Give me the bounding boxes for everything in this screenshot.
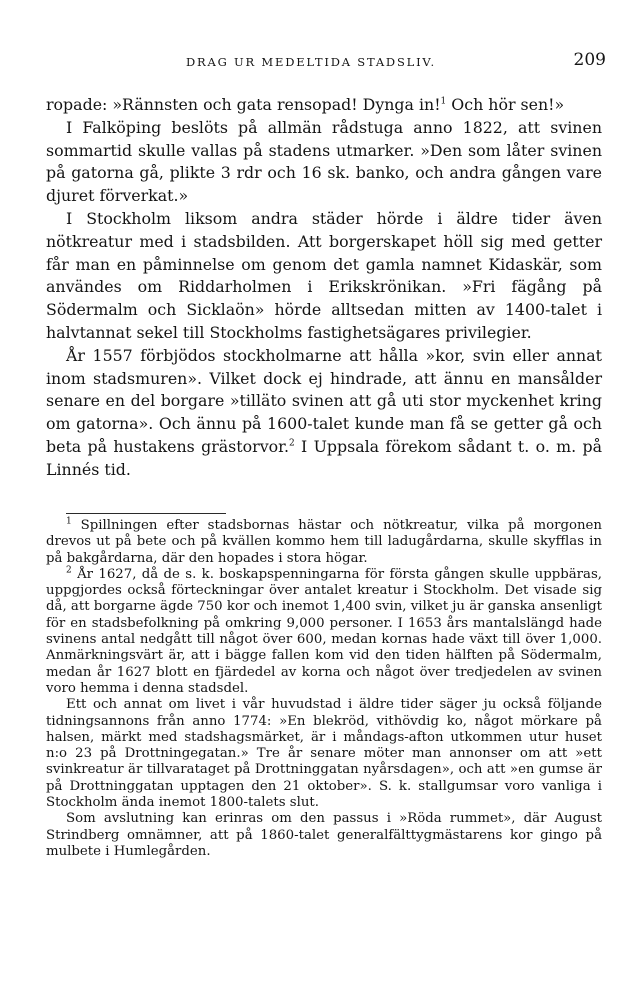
paragraph-1 [46,94,602,117]
footnote-1-mark: 1 [66,516,72,527]
running-head: DRAG UR MEDELTIDA STADSLIV. [186,55,436,69]
footnotes [46,518,602,860]
footnote-1-text: Spillningen efter stadsbornas hästar och nötkreatur, vilka på morgonen drevos ut på bete och på kvällen kommo hem till ladugårdarna, skulle skyfflas in på bakgårdarna, där den hopades i stora högar. [46,518,602,566]
footnote-2-closing: Som avslutning kan erinras om den passus i »Röda rummet», där August Strindberg omnämner, att på 1860-talet generalfälttygmästarens kor gingo på mulbete i Humlegården. [46,811,602,859]
paragraph-2: I Falköping beslöts på allmän rådstuga anno 1822, att svinen sommartid skulle vallas på stadens utmarker. »Den som låter svinen på gatorna gå, plikte 3 rdr och 16 sk. banko, och andra gången vare djuret förverkat.» [46,117,602,206]
footnote-2-mark: 2 [66,565,72,576]
footnote-2-text: År 1627, då de s. k. boskapspenningarna för första gången skulle uppbäras, uppgjordes också förteckningar över antalet kreatur i Stockholm. Det visade sig då, att borgarne ägde 750 kor och inemot 1,400 svin, vilket ju är ganska ansenligt för en stadsbefolkning på omkring 9,000 personer. I 1653 års mantalslängd hade svinens antal nedgått till något över 600, medan kornas hade växt till över 1,000. Anmärkningsvärt är, att i bägge fallen kom vid den tiden hälften på Södermalm, medan år 1627 blott en fjärdedel av korna och något över tredjedelen av svinen voro hemma i denna stadsdel. [46,566,602,696]
footnote-2-continued: Ett och annat om livet i vår huvudstad i äldre tider säger ju också följande tidningsannons från anno 1774: »En blekröd, vithövdig ko, något mörkare på halsen, märkt med stadshagsmärket, är i måndags-afton utkommen utur huset n:o 23 på Drottningegatan.» Tre år senare möter man annonser om att »ett svinkreatur är tillvarataget på Drottninggatan nyårsdagen», och att »en gumse är på Drottninggatan upptagen den 21 oktober». S. k. stallgumsar voro vanliga i Stockholm ända inemot 1800-talets slut. [46,697,602,811]
main-text [46,94,602,482]
footnote-ref-1: 1 [440,96,447,107]
paragraph-4 [46,345,602,482]
footnote-2 [46,567,602,697]
paragraph-4-text: År 1557 förbjödos stockholmarne att hålla »kor, svin eller annat inom stadsmuren». Vilket dock ej hindrade, att ännu en mansålder senare en del borgare »tilläto svinen att gå uti stor myckenhet kring om gatorna». Och ännu på 1600-talet kunde man få se getter gå och beta på hustakens grästorvor. [46,345,602,456]
page-number: 209 [573,50,606,70]
paragraph-1-text: ropade: »Rännsten och gata rensopad! Dynga in! [46,95,441,114]
paragraph-4-text-end: I Uppsala förekom sådant t. o. m. på Linnés tid. [46,436,602,479]
paragraph-1-text-end: Och hör sen!» [446,95,565,114]
footnote-ref-2: 2 [288,438,295,449]
footnote-1 [46,518,602,567]
paragraph-3: I Stockholm liksom andra städer hörde i äldre tider även nötkreatur med i stadsbilden. Att borgerskapet höll sig med getter får man en påminnelse om genom det gamla namnet Kidaskär, som användes om Riddarholmen i Erikskrönikan. »Fri fägång på Södermalm och Sicklaön» hörde alltsedan mitten av 1400-talet i halvtannat sekel till Stockholms fastighetsägares privilegier. [46,208,602,342]
footnote-divider [66,513,226,514]
page-header [46,50,606,74]
